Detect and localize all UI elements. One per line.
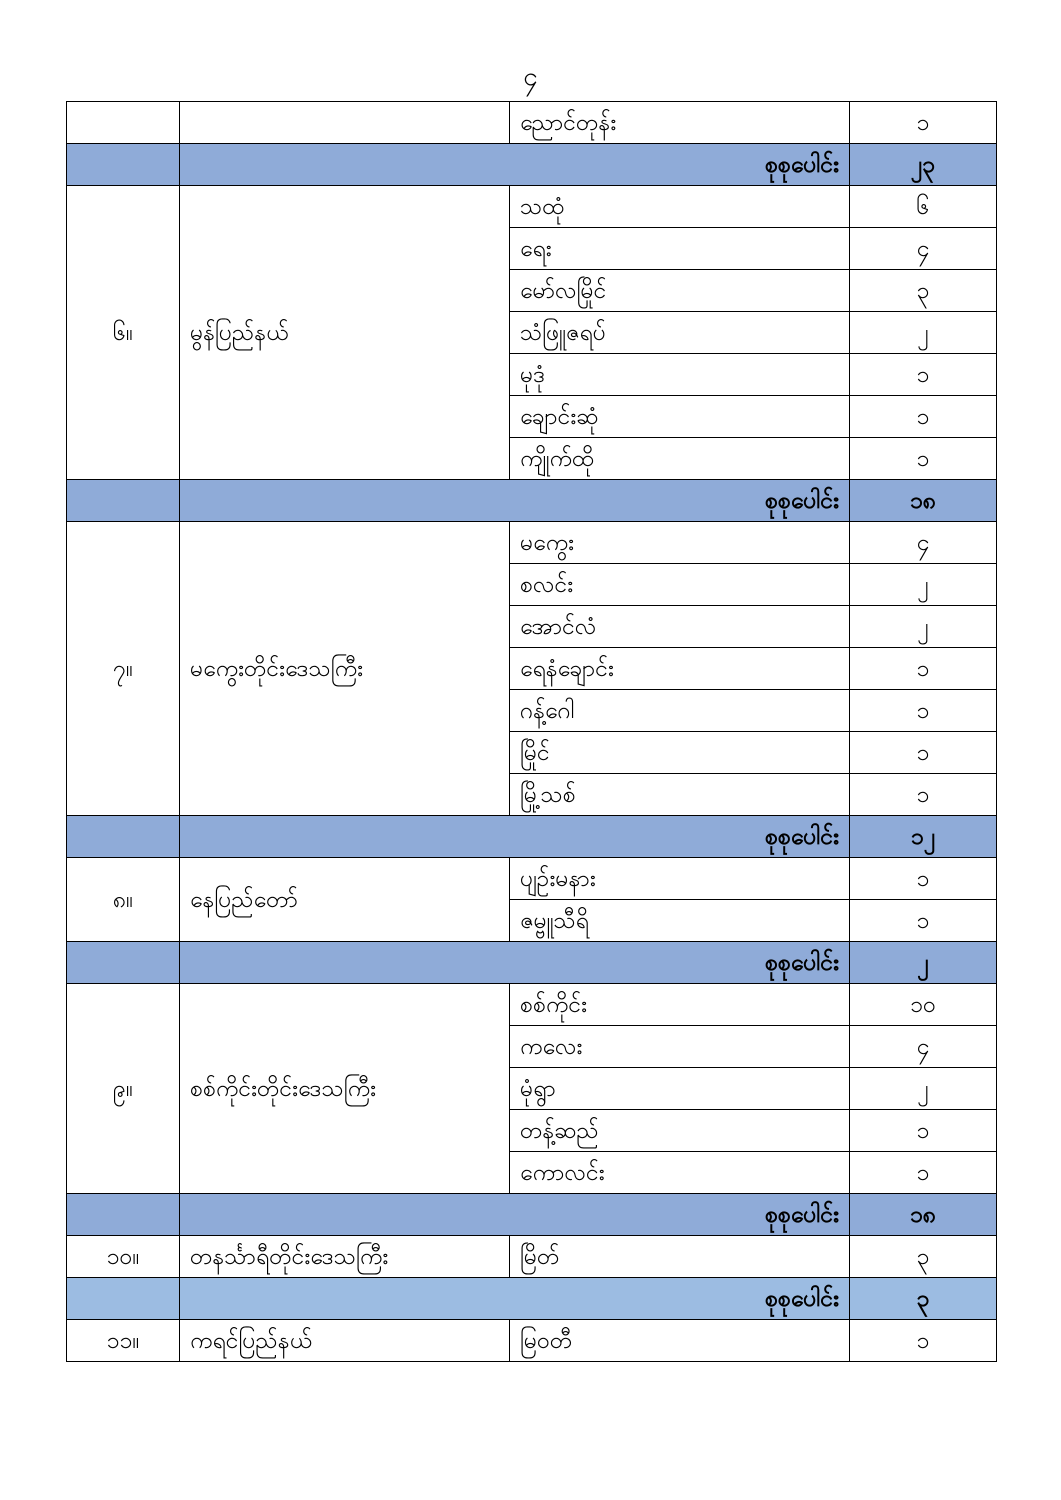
- row-no: ၁၁။: [67, 1320, 180, 1362]
- row-state: တနင်္သာရီတိုင်းဒေသကြီး: [180, 1236, 510, 1278]
- row-count: ၆: [850, 186, 997, 228]
- row-count: ၁: [850, 900, 997, 942]
- total-label: စုစုပေါင်း: [180, 942, 850, 984]
- row-count: ၁: [850, 774, 997, 816]
- row-town: စလင်း: [510, 564, 850, 606]
- table-body: [67, 102, 997, 1362]
- township-count-table: [66, 101, 997, 1362]
- total-spacer: [67, 1278, 180, 1320]
- total-label: စုစုပေါင်း: [180, 480, 850, 522]
- row-town: မကွေး: [510, 522, 850, 564]
- total-count: ၂၃: [850, 144, 997, 186]
- row-state: မကွေးတိုင်းဒေသကြီး: [180, 522, 510, 816]
- row-town: သံဖြူဇရပ်: [510, 312, 850, 354]
- row-count: ၁: [850, 732, 997, 774]
- row-count: ၄: [850, 1026, 997, 1068]
- row-count: ၁: [850, 1152, 997, 1194]
- total-label: စုစုပေါင်း: [180, 1278, 850, 1320]
- row-state: နေပြည်တော်: [180, 858, 510, 942]
- row-no: ၉။: [67, 984, 180, 1194]
- row-town: သထုံ: [510, 186, 850, 228]
- row-count: ၁: [850, 1320, 997, 1362]
- row-town: ရေး: [510, 228, 850, 270]
- row-no: ၁၀။: [67, 1236, 180, 1278]
- table-row: [67, 102, 997, 144]
- total-row: [67, 1194, 997, 1236]
- row-count: ၁: [850, 396, 997, 438]
- row-no: [67, 102, 180, 144]
- row-no: ၈။: [67, 858, 180, 942]
- total-label: စုစုပေါင်း: [180, 144, 850, 186]
- row-town: ရေနံချောင်း: [510, 648, 850, 690]
- row-state: စစ်ကိုင်းတိုင်းဒေသကြီး: [180, 984, 510, 1194]
- total-count: ၁၈: [850, 480, 997, 522]
- table-row: [67, 1320, 997, 1362]
- row-no: ၆။: [67, 186, 180, 480]
- row-count: ၃: [850, 270, 997, 312]
- row-town: မြဝတီ: [510, 1320, 850, 1362]
- row-town: မြို့သစ်: [510, 774, 850, 816]
- row-town: ဇမ္ဗူသီရိ: [510, 900, 850, 942]
- table-row: [67, 858, 997, 900]
- row-town: မုံရွာ: [510, 1068, 850, 1110]
- row-count: ၂: [850, 606, 997, 648]
- table-row: [67, 1236, 997, 1278]
- total-spacer: [67, 816, 180, 858]
- row-count: ၁: [850, 1110, 997, 1152]
- row-count: ၂: [850, 312, 997, 354]
- row-count: ၁၀: [850, 984, 997, 1026]
- table-row: [67, 522, 997, 564]
- row-count: ၃: [850, 1236, 997, 1278]
- row-town: မြိုင်: [510, 732, 850, 774]
- row-town: မြိတ်: [510, 1236, 850, 1278]
- row-count: ၁: [850, 354, 997, 396]
- row-town: ဂန့်ဂေါ: [510, 690, 850, 732]
- row-state: မွန်ပြည်နယ်: [180, 186, 510, 480]
- total-count: ၁၈: [850, 1194, 997, 1236]
- total-spacer: [67, 480, 180, 522]
- total-row: [67, 144, 997, 186]
- row-count: ၄: [850, 522, 997, 564]
- row-town: ညောင်တုန်း: [510, 102, 850, 144]
- row-town: ပျဉ်းမနား: [510, 858, 850, 900]
- row-town: ချောင်းဆုံ: [510, 396, 850, 438]
- row-count: ၁: [850, 438, 997, 480]
- row-count: ၂: [850, 564, 997, 606]
- page-number: ၄: [523, 62, 538, 92]
- total-label: စုစုပေါင်း: [180, 816, 850, 858]
- total-row: [67, 942, 997, 984]
- row-count: ၁: [850, 858, 997, 900]
- table-row: [67, 984, 997, 1026]
- total-count: ၁၂: [850, 816, 997, 858]
- total-row: [67, 816, 997, 858]
- total-count: ၃: [850, 1278, 997, 1320]
- row-state: [180, 102, 510, 144]
- row-town: ကလေး: [510, 1026, 850, 1068]
- row-count: ၁: [850, 648, 997, 690]
- total-row: [67, 480, 997, 522]
- total-count: ၂: [850, 942, 997, 984]
- row-town: ကျိုက်ထို: [510, 438, 850, 480]
- total-spacer: [67, 942, 180, 984]
- row-count: ၂: [850, 1068, 997, 1110]
- row-count: ၁: [850, 102, 997, 144]
- row-town: တန့်ဆည်: [510, 1110, 850, 1152]
- row-count: ၄: [850, 228, 997, 270]
- row-count: ၁: [850, 690, 997, 732]
- row-town: မုဒုံ: [510, 354, 850, 396]
- total-label: စုစုပေါင်း: [180, 1194, 850, 1236]
- row-town: အောင်လံ: [510, 606, 850, 648]
- total-spacer: [67, 1194, 180, 1236]
- row-state: ကရင်ပြည်နယ်: [180, 1320, 510, 1362]
- total-row: [67, 1278, 997, 1320]
- total-spacer: [67, 144, 180, 186]
- row-no: ၇။: [67, 522, 180, 816]
- table-row: [67, 186, 997, 228]
- row-town: ကောလင်း: [510, 1152, 850, 1194]
- row-town: မော်လမြိုင်: [510, 270, 850, 312]
- row-town: စစ်ကိုင်း: [510, 984, 850, 1026]
